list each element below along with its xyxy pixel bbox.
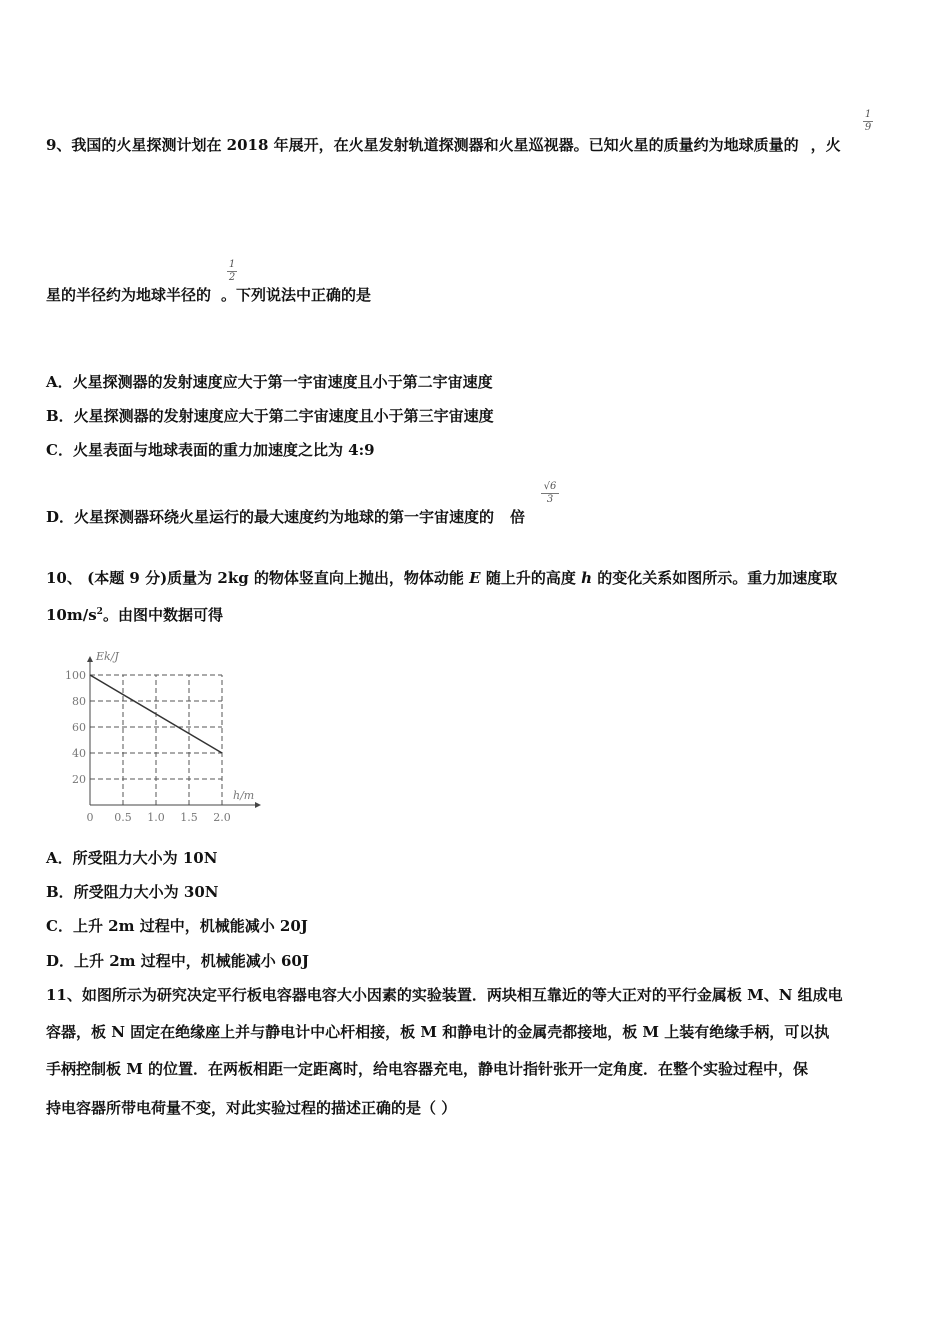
frac-numerator: 1 — [228, 259, 236, 270]
q10-stem-line1 — [46, 567, 837, 588]
q10-var-e: E — [469, 569, 481, 587]
y-tick-label: 80 — [72, 695, 86, 708]
chart-xlabel: h/m — [233, 789, 255, 802]
q10-var-h: h — [581, 569, 592, 587]
q9-stem-tail1: ，火 — [810, 136, 841, 154]
x-axis-arrow-icon — [255, 802, 261, 808]
option-text: C．火星表面与地球表面的重力加速度之比为 4:9 — [46, 441, 375, 459]
chart-series — [90, 675, 222, 753]
q9-stem-text2: 星的半径约为地球半径的 — [46, 286, 212, 304]
q11-text: 持电容器所带电荷量不变，对此实验过程的描述正确的是（ ） — [46, 1099, 457, 1117]
x-tick-label: 1.5 — [180, 811, 198, 824]
option-tail: 倍 — [510, 508, 526, 526]
ek-series-line — [90, 675, 222, 753]
q10-text-b: 随上升的高度 — [485, 569, 576, 587]
x-tick-label: 1.0 — [147, 811, 165, 824]
y-tick-label: 20 — [72, 773, 86, 786]
chart-axes — [87, 656, 261, 808]
y-tick-label: 60 — [72, 721, 86, 734]
option-text: B．火星探测器的发射速度应大于第二宇宙速度且小于第三宇宙速度 — [46, 407, 494, 425]
option-text: D．火星探测器环绕火星运行的最大速度约为地球的第一宇宙速度的 — [46, 508, 495, 526]
q10-option-d[interactable] — [46, 950, 309, 971]
q10-text-e: 。由图中数据可得 — [102, 606, 223, 624]
q9-fraction-radius — [227, 260, 237, 283]
frac-denominator: 2 — [228, 272, 236, 283]
q11-stem-line2 — [46, 1021, 829, 1042]
q9-stem-text1: 9、我国的火星探测计划在 2018 年展开，在火星发射轨道探测器和火星巡视器。已知火星的质量约为地球质量的 — [46, 136, 799, 154]
q9-option-d[interactable] — [46, 506, 525, 527]
q11-text: 手柄控制板 M 的位置．在两板相距一定距离时，给电容器充电，静电计指针张开一定角度．在整个实验过程中，保 — [46, 1060, 809, 1078]
q9-fraction-mass — [863, 110, 873, 133]
q9-option-a[interactable] — [46, 371, 493, 392]
frac-denominator: 3 — [546, 494, 554, 505]
x-tick-label: 2.0 — [213, 811, 231, 824]
ek-h-chart — [60, 640, 270, 830]
q9-option-c[interactable] — [46, 439, 375, 460]
q10-option-a[interactable] — [46, 847, 217, 868]
frac-denominator: 9 — [864, 122, 872, 133]
q9-fraction-speed — [541, 482, 559, 505]
q10-superscript: 2 — [96, 607, 103, 617]
q9-stem-line1 — [46, 134, 841, 155]
q9-option-b[interactable] — [46, 405, 494, 426]
option-text: C．上升 2m 过程中，机械能减小 20J — [46, 917, 308, 935]
frac-numerator: 1 — [864, 109, 872, 120]
q10-text-c: 的变化关系如图所示。重力加速度取 — [597, 569, 838, 587]
option-text: A．所受阻力大小为 10N — [46, 849, 218, 867]
option-text: A．火星探测器的发射速度应大于第一宇宙速度且小于第二宇宙速度 — [46, 373, 493, 391]
q10-option-c[interactable] — [46, 915, 308, 936]
q11-stem-line1 — [46, 984, 843, 1005]
frac-numerator: √6 — [543, 481, 557, 492]
q11-stem-line4 — [46, 1097, 456, 1118]
q10-text-d: 10m/s — [46, 606, 97, 624]
y-tick-label: 40 — [72, 747, 86, 760]
q10-text-a: 10、 (本题 9 分)质量为 2kg 的物体竖直向上抛出，物体动能 — [46, 569, 464, 587]
q10-stem-line2 — [46, 604, 223, 625]
q9-stem-line2 — [46, 284, 371, 305]
option-text: B．所受阻力大小为 30N — [46, 883, 219, 901]
q11-stem-line3 — [46, 1058, 808, 1079]
q11-text: 11、如图所示为研究决定平行板电容器电容大小因素的实验装置．两块相互靠近的等大正对的平行金属板 M、N 组成电 — [46, 986, 843, 1004]
option-text: D．上升 2m 过程中，机械能减小 60J — [46, 952, 309, 970]
q9-stem-tail2: 。下列说法中正确的是 — [221, 286, 372, 304]
chart-grid — [90, 675, 222, 805]
chart-ylabel: Ek/J — [96, 650, 119, 663]
y-axis-arrow-icon — [87, 656, 93, 662]
x-tick-label: 0 — [86, 811, 94, 824]
q10-option-b[interactable] — [46, 881, 219, 902]
y-tick-label: 100 — [65, 669, 86, 682]
q11-text: 容器，板 N 固定在绝缘座上并与静电计中心杆相接，板 M 和静电计的金属壳都接地，板 M 上装有绝缘手柄，可以执 — [46, 1023, 830, 1041]
x-tick-label: 0.5 — [114, 811, 132, 824]
